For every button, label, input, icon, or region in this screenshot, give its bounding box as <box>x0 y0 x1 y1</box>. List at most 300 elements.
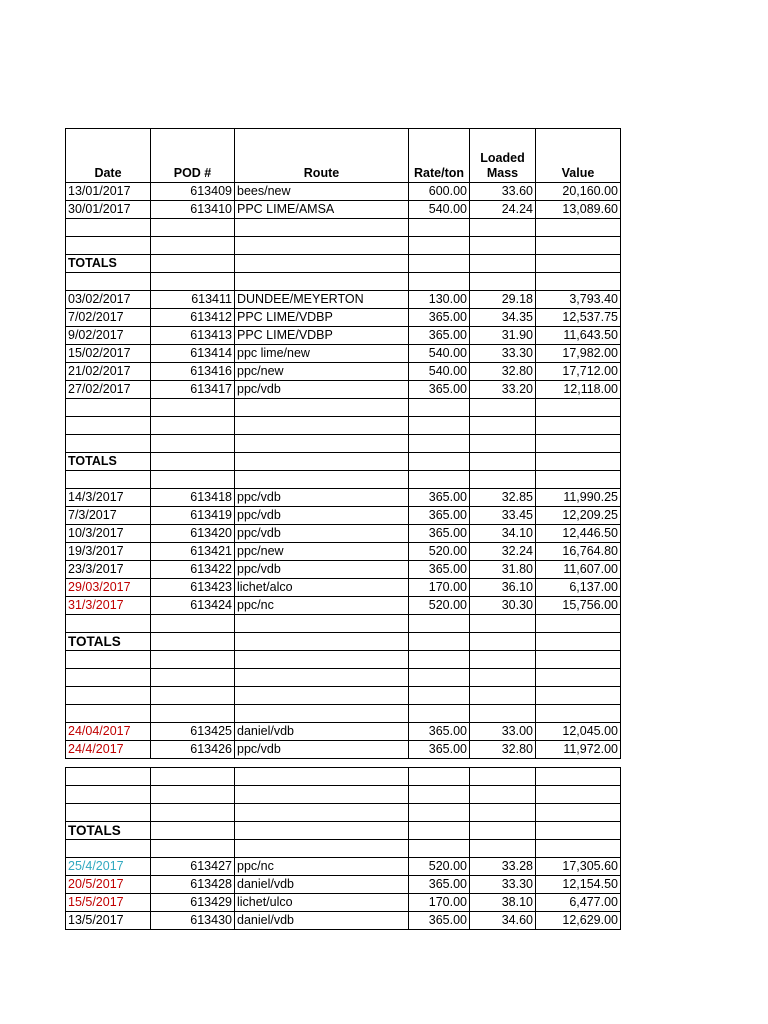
route-cell[interactable]: ppc/new <box>235 543 409 561</box>
table-row <box>66 894 621 912</box>
value-cell[interactable]: 16,764.80 <box>536 543 621 561</box>
empty-cell[interactable] <box>409 255 470 273</box>
blank-row <box>66 417 621 435</box>
mass-cell[interactable]: 33.28 <box>470 858 536 876</box>
header-mass-line1: Loaded <box>480 151 525 165</box>
table-row <box>66 345 621 363</box>
mass-cell[interactable]: 30.30 <box>470 597 536 615</box>
value-cell[interactable]: 13,089.60 <box>536 201 621 219</box>
header-row <box>66 129 621 183</box>
route-cell[interactable]: daniel/vdb <box>235 723 409 741</box>
mass-cell[interactable]: 32.80 <box>470 363 536 381</box>
rate-cell[interactable]: 365.00 <box>409 507 470 525</box>
empty-cell[interactable] <box>151 786 235 804</box>
empty-cell[interactable] <box>151 417 235 435</box>
empty-cell[interactable] <box>409 822 470 840</box>
pod-cell[interactable]: 613428 <box>151 876 235 894</box>
table-row <box>66 291 621 309</box>
table-row <box>66 543 621 561</box>
rate-cell[interactable]: 365.00 <box>409 309 470 327</box>
value-cell[interactable]: 12,154.50 <box>536 876 621 894</box>
value-cell[interactable]: 3,793.40 <box>536 291 621 309</box>
empty-cell[interactable] <box>470 417 536 435</box>
empty-cell[interactable] <box>235 804 409 822</box>
empty-cell[interactable] <box>409 804 470 822</box>
empty-cell[interactable] <box>536 615 621 633</box>
header-mass-line2: Mass <box>486 166 519 180</box>
value-cell[interactable]: 17,982.00 <box>536 345 621 363</box>
mass-cell[interactable]: 33.30 <box>470 345 536 363</box>
rate-cell[interactable]: 130.00 <box>409 291 470 309</box>
empty-cell[interactable] <box>470 705 536 723</box>
empty-cell[interactable] <box>409 786 470 804</box>
mass-cell[interactable]: 34.35 <box>470 309 536 327</box>
header-pod[interactable]: POD # <box>151 129 235 183</box>
rate-cell[interactable]: 540.00 <box>409 363 470 381</box>
empty-cell[interactable] <box>235 471 409 489</box>
empty-cell[interactable] <box>151 237 235 255</box>
rate-cell[interactable]: 520.00 <box>409 858 470 876</box>
value-cell[interactable]: 6,477.00 <box>536 894 621 912</box>
empty-cell[interactable] <box>235 399 409 417</box>
route-cell[interactable]: ppc/vdb <box>235 381 409 399</box>
empty-cell[interactable] <box>409 417 470 435</box>
rate-cell[interactable]: 540.00 <box>409 345 470 363</box>
totals-label[interactable]: TOTALS <box>66 255 151 273</box>
date-cell[interactable]: 30/01/2017 <box>66 201 151 219</box>
empty-cell[interactable] <box>66 804 151 822</box>
date-cell[interactable]: 19/3/2017 <box>66 543 151 561</box>
date-cell[interactable]: 15/02/2017 <box>66 345 151 363</box>
empty-cell[interactable] <box>470 237 536 255</box>
empty-cell[interactable] <box>235 687 409 705</box>
blank-row <box>66 705 621 723</box>
empty-cell[interactable] <box>536 705 621 723</box>
rate-cell[interactable]: 540.00 <box>409 201 470 219</box>
delivery-table-continued <box>65 767 621 930</box>
empty-cell[interactable] <box>66 615 151 633</box>
route-cell[interactable]: PPC LIME/VDBP <box>235 309 409 327</box>
pod-cell[interactable]: 613412 <box>151 309 235 327</box>
empty-cell[interactable] <box>66 651 151 669</box>
mass-cell[interactable]: 32.80 <box>470 741 536 759</box>
value-cell[interactable]: 15,756.00 <box>536 597 621 615</box>
blank-row <box>66 615 621 633</box>
totals-row <box>66 822 621 840</box>
table-row <box>66 183 621 201</box>
rate-cell[interactable]: 365.00 <box>409 327 470 345</box>
route-cell[interactable]: ppc/vdb <box>235 525 409 543</box>
rate-cell[interactable]: 365.00 <box>409 723 470 741</box>
empty-cell[interactable] <box>151 804 235 822</box>
date-cell[interactable]: 10/3/2017 <box>66 525 151 543</box>
blank-row <box>66 786 621 804</box>
pod-cell[interactable]: 613420 <box>151 525 235 543</box>
pod-cell[interactable]: 613423 <box>151 579 235 597</box>
table-row <box>66 363 621 381</box>
blank-row <box>66 840 621 858</box>
empty-cell[interactable] <box>66 417 151 435</box>
empty-cell[interactable] <box>235 417 409 435</box>
date-cell[interactable]: 20/5/2017 <box>66 876 151 894</box>
mass-cell[interactable]: 33.20 <box>470 381 536 399</box>
pod-cell[interactable]: 613427 <box>151 858 235 876</box>
value-cell[interactable]: 12,118.00 <box>536 381 621 399</box>
empty-cell[interactable] <box>536 273 621 291</box>
empty-cell[interactable] <box>470 399 536 417</box>
value-cell[interactable]: 11,990.25 <box>536 489 621 507</box>
pod-cell[interactable]: 613417 <box>151 381 235 399</box>
empty-cell[interactable] <box>66 687 151 705</box>
empty-cell[interactable] <box>409 237 470 255</box>
table-row <box>66 507 621 525</box>
rate-cell[interactable]: 365.00 <box>409 876 470 894</box>
date-cell[interactable]: 29/03/2017 <box>66 579 151 597</box>
value-cell[interactable]: 12,209.25 <box>536 507 621 525</box>
empty-cell[interactable] <box>151 651 235 669</box>
empty-cell[interactable] <box>66 471 151 489</box>
route-cell[interactable]: daniel/vdb <box>235 876 409 894</box>
empty-cell[interactable] <box>66 840 151 858</box>
value-cell[interactable]: 12,537.75 <box>536 309 621 327</box>
empty-cell[interactable] <box>409 471 470 489</box>
mass-cell[interactable]: 33.30 <box>470 876 536 894</box>
rate-cell[interactable]: 520.00 <box>409 597 470 615</box>
pod-cell[interactable]: 613414 <box>151 345 235 363</box>
route-cell[interactable]: DUNDEE/MEYERTON <box>235 291 409 309</box>
date-cell[interactable]: 24/4/2017 <box>66 741 151 759</box>
table-row <box>66 876 621 894</box>
rate-cell[interactable]: 600.00 <box>409 183 470 201</box>
pod-cell[interactable]: 613424 <box>151 597 235 615</box>
value-cell[interactable]: 12,446.50 <box>536 525 621 543</box>
pod-cell[interactable]: 613419 <box>151 507 235 525</box>
rate-cell[interactable]: 170.00 <box>409 579 470 597</box>
totals-row <box>66 453 621 471</box>
delivery-table-main <box>65 128 621 759</box>
value-cell[interactable]: 12,045.00 <box>536 723 621 741</box>
totals-row <box>66 633 621 651</box>
blank-row <box>66 399 621 417</box>
empty-cell[interactable] <box>151 633 235 651</box>
table-row <box>66 912 621 930</box>
empty-cell[interactable] <box>470 453 536 471</box>
empty-cell[interactable] <box>536 687 621 705</box>
pod-cell[interactable]: 613425 <box>151 723 235 741</box>
empty-cell[interactable] <box>235 255 409 273</box>
empty-cell[interactable] <box>536 786 621 804</box>
totals-label[interactable]: TOTALS <box>66 633 151 651</box>
totals-label[interactable]: TOTALS <box>66 822 151 840</box>
empty-cell[interactable] <box>66 669 151 687</box>
rate-cell[interactable]: 170.00 <box>409 894 470 912</box>
rate-cell[interactable]: 520.00 <box>409 543 470 561</box>
mass-cell[interactable]: 29.18 <box>470 291 536 309</box>
value-cell[interactable]: 20,160.00 <box>536 183 621 201</box>
table-row <box>66 489 621 507</box>
header-rate[interactable]: Rate/ton <box>409 129 470 183</box>
empty-cell[interactable] <box>235 633 409 651</box>
empty-cell[interactable] <box>235 822 409 840</box>
header-date[interactable]: Date <box>66 129 151 183</box>
date-cell[interactable]: 03/02/2017 <box>66 291 151 309</box>
rate-cell[interactable]: 365.00 <box>409 489 470 507</box>
empty-cell[interactable] <box>151 822 235 840</box>
empty-cell[interactable] <box>409 615 470 633</box>
value-cell[interactable]: 17,305.60 <box>536 858 621 876</box>
empty-cell[interactable] <box>470 768 536 786</box>
pod-cell[interactable]: 613416 <box>151 363 235 381</box>
date-cell[interactable]: 15/5/2017 <box>66 894 151 912</box>
empty-cell[interactable] <box>66 768 151 786</box>
table-row <box>66 579 621 597</box>
empty-cell[interactable] <box>235 669 409 687</box>
route-cell[interactable]: lichet/alco <box>235 579 409 597</box>
empty-cell[interactable] <box>536 453 621 471</box>
date-cell[interactable]: 7/3/2017 <box>66 507 151 525</box>
blank-row <box>66 651 621 669</box>
table-row <box>66 525 621 543</box>
table-row <box>66 309 621 327</box>
empty-cell[interactable] <box>536 768 621 786</box>
delivery-table-main-body <box>66 129 621 759</box>
route-cell[interactable]: ppc/nc <box>235 858 409 876</box>
date-cell[interactable]: 13/5/2017 <box>66 912 151 930</box>
empty-cell[interactable] <box>151 273 235 291</box>
pod-cell[interactable]: 613422 <box>151 561 235 579</box>
delivery-table-continued-body <box>66 768 621 930</box>
mass-cell[interactable]: 24.24 <box>470 201 536 219</box>
route-cell[interactable]: PPC LIME/VDBP <box>235 327 409 345</box>
empty-cell[interactable] <box>66 237 151 255</box>
empty-cell[interactable] <box>235 768 409 786</box>
blank-row <box>66 768 621 786</box>
date-cell[interactable]: 9/02/2017 <box>66 327 151 345</box>
header-value[interactable]: Value <box>536 129 621 183</box>
empty-cell[interactable] <box>151 768 235 786</box>
empty-cell[interactable] <box>235 705 409 723</box>
blank-row <box>66 471 621 489</box>
mass-cell[interactable]: 34.60 <box>470 912 536 930</box>
table-row <box>66 858 621 876</box>
table-row <box>66 723 621 741</box>
table-row <box>66 381 621 399</box>
empty-cell[interactable] <box>151 471 235 489</box>
empty-cell[interactable] <box>409 453 470 471</box>
date-cell[interactable]: 31/3/2017 <box>66 597 151 615</box>
empty-cell[interactable] <box>409 840 470 858</box>
mass-cell[interactable]: 34.10 <box>470 525 536 543</box>
empty-cell[interactable] <box>235 840 409 858</box>
table-row <box>66 561 621 579</box>
blank-row <box>66 669 621 687</box>
empty-cell[interactable] <box>409 633 470 651</box>
empty-cell[interactable] <box>470 804 536 822</box>
route-cell[interactable]: lichet/ulco <box>235 894 409 912</box>
value-cell[interactable]: 12,629.00 <box>536 912 621 930</box>
pod-cell[interactable]: 613429 <box>151 894 235 912</box>
empty-cell[interactable] <box>409 273 470 291</box>
mass-cell[interactable]: 33.60 <box>470 183 536 201</box>
rate-cell[interactable]: 365.00 <box>409 381 470 399</box>
empty-cell[interactable] <box>536 237 621 255</box>
route-cell[interactable]: ppc lime/new <box>235 345 409 363</box>
route-cell[interactable]: ppc/vdb <box>235 507 409 525</box>
blank-row <box>66 237 621 255</box>
empty-cell[interactable] <box>235 453 409 471</box>
empty-cell[interactable] <box>151 399 235 417</box>
route-cell[interactable]: ppc/vdb <box>235 741 409 759</box>
empty-cell[interactable] <box>409 669 470 687</box>
empty-cell[interactable] <box>536 651 621 669</box>
route-cell[interactable]: ppc/nc <box>235 597 409 615</box>
rate-cell[interactable]: 365.00 <box>409 525 470 543</box>
table-row <box>66 327 621 345</box>
empty-cell[interactable] <box>235 435 409 453</box>
empty-cell[interactable] <box>151 255 235 273</box>
empty-cell[interactable] <box>409 651 470 669</box>
mass-cell[interactable]: 36.10 <box>470 579 536 597</box>
blank-row <box>66 219 621 237</box>
header-loaded-mass[interactable] <box>470 129 536 183</box>
value-cell[interactable]: 17,712.00 <box>536 363 621 381</box>
empty-cell[interactable] <box>66 435 151 453</box>
header-route[interactable]: Route <box>235 129 409 183</box>
route-cell[interactable]: ppc/vdb <box>235 489 409 507</box>
empty-cell[interactable] <box>536 840 621 858</box>
mass-cell[interactable]: 33.00 <box>470 723 536 741</box>
empty-cell[interactable] <box>235 219 409 237</box>
empty-cell[interactable] <box>470 615 536 633</box>
empty-cell[interactable] <box>536 219 621 237</box>
table-row <box>66 741 621 759</box>
mass-cell[interactable]: 31.90 <box>470 327 536 345</box>
empty-cell[interactable] <box>536 399 621 417</box>
value-cell[interactable]: 6,137.00 <box>536 579 621 597</box>
empty-cell[interactable] <box>470 687 536 705</box>
date-cell[interactable]: 7/02/2017 <box>66 309 151 327</box>
totals-label[interactable]: TOTALS <box>66 453 151 471</box>
mass-cell[interactable]: 33.45 <box>470 507 536 525</box>
empty-cell[interactable] <box>235 273 409 291</box>
route-cell[interactable]: daniel/vdb <box>235 912 409 930</box>
empty-cell[interactable] <box>409 768 470 786</box>
empty-cell[interactable] <box>151 219 235 237</box>
empty-cell[interactable] <box>235 786 409 804</box>
blank-row <box>66 273 621 291</box>
totals-row <box>66 255 621 273</box>
pod-cell[interactable]: 613421 <box>151 543 235 561</box>
mass-cell[interactable]: 38.10 <box>470 894 536 912</box>
empty-cell[interactable] <box>151 687 235 705</box>
empty-cell[interactable] <box>151 840 235 858</box>
empty-cell[interactable] <box>470 786 536 804</box>
mass-cell[interactable]: 31.80 <box>470 561 536 579</box>
empty-cell[interactable] <box>66 219 151 237</box>
empty-cell[interactable] <box>235 651 409 669</box>
empty-cell[interactable] <box>536 822 621 840</box>
empty-cell[interactable] <box>409 687 470 705</box>
empty-cell[interactable] <box>151 669 235 687</box>
date-cell[interactable]: 23/3/2017 <box>66 561 151 579</box>
empty-cell[interactable] <box>536 471 621 489</box>
empty-cell[interactable] <box>151 705 235 723</box>
pod-cell[interactable]: 613426 <box>151 741 235 759</box>
empty-cell[interactable] <box>66 786 151 804</box>
empty-cell[interactable] <box>470 633 536 651</box>
date-cell[interactable]: 21/02/2017 <box>66 363 151 381</box>
table-row <box>66 201 621 219</box>
date-cell[interactable]: 14/3/2017 <box>66 489 151 507</box>
empty-cell[interactable] <box>151 615 235 633</box>
blank-row <box>66 687 621 705</box>
route-cell[interactable]: ppc/new <box>235 363 409 381</box>
mass-cell[interactable]: 32.24 <box>470 543 536 561</box>
mass-cell[interactable]: 32.85 <box>470 489 536 507</box>
empty-cell[interactable] <box>536 417 621 435</box>
empty-cell[interactable] <box>151 435 235 453</box>
empty-cell[interactable] <box>66 705 151 723</box>
date-cell[interactable]: 13/01/2017 <box>66 183 151 201</box>
value-cell[interactable]: 11,643.50 <box>536 327 621 345</box>
empty-cell[interactable] <box>470 255 536 273</box>
empty-cell[interactable] <box>66 399 151 417</box>
empty-cell[interactable] <box>470 219 536 237</box>
empty-cell[interactable] <box>235 237 409 255</box>
empty-cell[interactable] <box>409 219 470 237</box>
table-row <box>66 597 621 615</box>
empty-cell[interactable] <box>470 840 536 858</box>
rate-cell[interactable]: 365.00 <box>409 912 470 930</box>
rate-cell[interactable]: 365.00 <box>409 561 470 579</box>
blank-row <box>66 804 621 822</box>
empty-cell[interactable] <box>470 651 536 669</box>
empty-cell[interactable] <box>470 273 536 291</box>
empty-cell[interactable] <box>151 453 235 471</box>
date-cell[interactable]: 25/4/2017 <box>66 858 151 876</box>
value-cell[interactable]: 11,972.00 <box>536 741 621 759</box>
route-cell[interactable]: PPC LIME/AMSA <box>235 201 409 219</box>
pod-cell[interactable]: 613418 <box>151 489 235 507</box>
blank-row <box>66 435 621 453</box>
value-cell[interactable]: 11,607.00 <box>536 561 621 579</box>
empty-cell[interactable] <box>66 273 151 291</box>
empty-cell[interactable] <box>470 669 536 687</box>
rate-cell[interactable]: 365.00 <box>409 741 470 759</box>
pod-cell[interactable]: 613413 <box>151 327 235 345</box>
pod-cell[interactable]: 613411 <box>151 291 235 309</box>
empty-cell[interactable] <box>470 822 536 840</box>
empty-cell[interactable] <box>470 471 536 489</box>
pod-cell[interactable]: 613430 <box>151 912 235 930</box>
date-cell[interactable]: 27/02/2017 <box>66 381 151 399</box>
empty-cell[interactable] <box>409 399 470 417</box>
route-cell[interactable]: ppc/vdb <box>235 561 409 579</box>
empty-cell[interactable] <box>470 435 536 453</box>
empty-cell[interactable] <box>235 615 409 633</box>
empty-cell[interactable] <box>409 705 470 723</box>
date-cell[interactable]: 24/04/2017 <box>66 723 151 741</box>
empty-cell[interactable] <box>536 804 621 822</box>
pod-cell[interactable]: 613409 <box>151 183 235 201</box>
route-cell[interactable]: bees/new <box>235 183 409 201</box>
empty-cell[interactable] <box>409 435 470 453</box>
empty-cell[interactable] <box>536 633 621 651</box>
pod-cell[interactable]: 613410 <box>151 201 235 219</box>
empty-cell[interactable] <box>536 669 621 687</box>
empty-cell[interactable] <box>536 435 621 453</box>
empty-cell[interactable] <box>536 255 621 273</box>
